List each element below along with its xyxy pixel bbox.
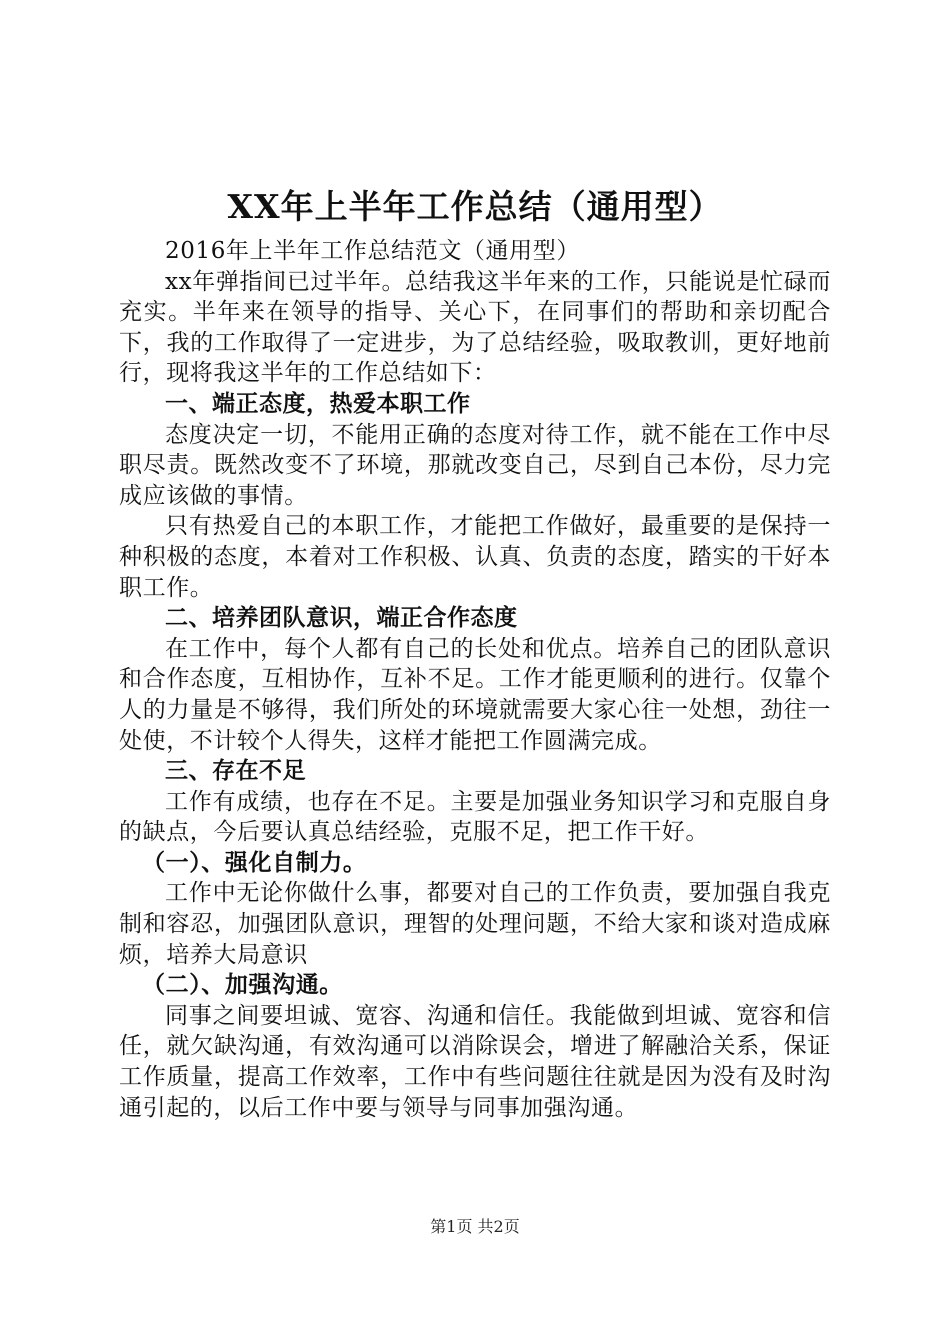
subtitle-paragraph: 2016年上半年工作总结范文（通用型） (165, 238, 580, 264)
intro-paragraph: xx年弹指间已过半年。总结我这半年来的工作，只能说是忙碌而充实。半年来在领导的指导、关心下，在同事们的帮助和亲切配合下，我的工作取得了一定进步，为了总结经验，吸取教训，更好地前行，现将我这半年的工作总结如下： (119, 268, 831, 387)
body-paragraph: 工作中无论你做什么事，都要对自己的工作负责，要加强自我克制和容忍，加强团队意识，理智的处理问题，不给大家和谈对造成麻烦，培养大局意识 (119, 880, 831, 968)
page-number-footer: 第1页 共2页 (430, 1217, 520, 1236)
body-paragraph: 工作有成绩，也存在不足。主要是加强业务知识学习和克服自身的缺点，今后要认真总结经验，克服不足，把工作干好。 (119, 788, 831, 846)
subsection-heading-2: （二）、加强沟通。 (142, 972, 343, 999)
section-heading-2: 二、培养团队意识，端正合作态度 (165, 605, 518, 632)
body-paragraph: 只有热爱自己的本职工作，才能把工作做好，最重要的是保持一种积极的态度，本着对工作积极、认真、负责的态度，踏实的干好本职工作。 (119, 513, 831, 601)
body-paragraph: 态度决定一切，不能用正确的态度对待工作，就不能在工作中尽职尽责。既然改变不了环境，那就改变自己，尽到自己本份，尽力完成应该做的事情。 (119, 421, 831, 509)
document-body (119, 236, 831, 1123)
section-heading-1: 一、端正态度，热爱本职工作 (165, 390, 471, 417)
body-paragraph: 在工作中，每个人都有自己的长处和优点。培养自己的团队意识和合作态度，互相协作，互补不足。工作才能更顺利的进行。仅靠个人的力量是不够得，我们所处的环境就需要大家心往一处想，劲往一处使，不计较个人得失，这样才能把工作圆满完成。 (119, 635, 831, 754)
document-title: XX年上半年工作总结（通用型） (227, 187, 723, 226)
subsection-heading-1: （一）、强化自制力。 (142, 849, 367, 876)
body-paragraph: 同事之间要坦诚、宽容、沟通和信任。我能做到坦诚、宽容和信任，就欠缺沟通，有效沟通可以消除误会，增进了解融洽关系，保证工作质量，提高工作效率，工作中有些问题往往就是因为没有及时沟通引起的，以后工作中要与领导与同事加强沟通。 (119, 1002, 831, 1121)
section-heading-3: 三、存在不足 (165, 758, 306, 785)
